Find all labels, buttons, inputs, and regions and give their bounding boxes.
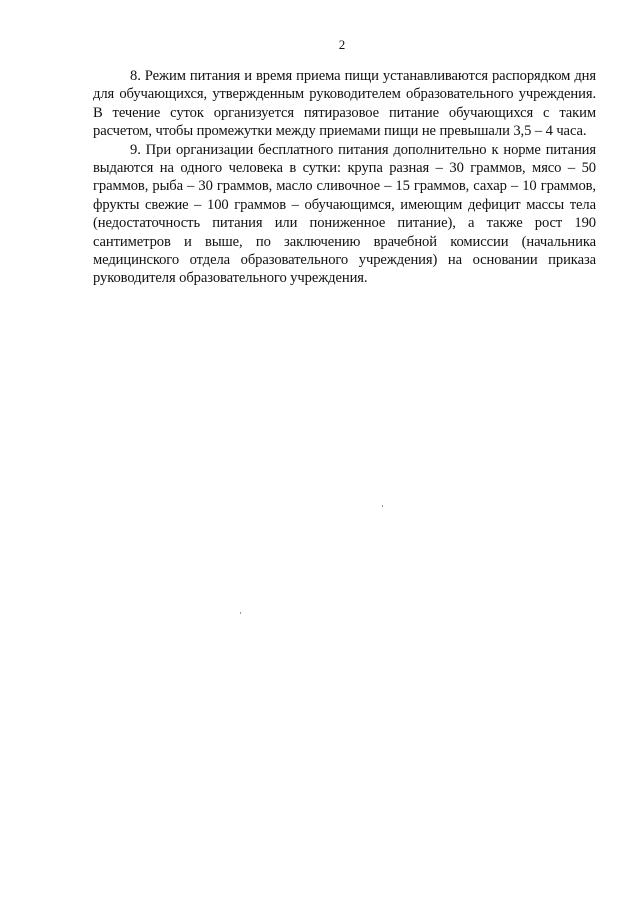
paragraph-9: 9. При организации бесплатного питания дополнительно к норме питания выдаются на одного человека в сутки: крупа разная – 30 граммов, мясо – 50 граммов, рыба – 30 граммов, масло сливочное – 15 граммов, сахар – 10 граммов, фрукты свежие – 100 граммов – обучающимся, имеющим дефицит массы тела (недостаточность питания или пониженное питание), а также рост 190 сантиметров и выше, по заключению врачебной комиссии (начальника медицинского отдела образовательного учреждения) на основании приказа руководителя образовательного учреждения. [93, 141, 596, 287]
paragraph-8: 8. Режим питания и время приема пищи устанавливаются распорядком дня для обучающихся, утвержденным руководителем образовательного учреждения. В течение суток организуется пятиразовое питание обучающихся с таким расчетом, чтобы промежутки между приемами пищи не превышали 3,5 – 4 часа. [93, 68, 596, 140]
scan-speck [240, 612, 241, 614]
scan-speck [382, 505, 383, 507]
page-number: 2 [338, 37, 346, 52]
document-body [93, 67, 596, 288]
